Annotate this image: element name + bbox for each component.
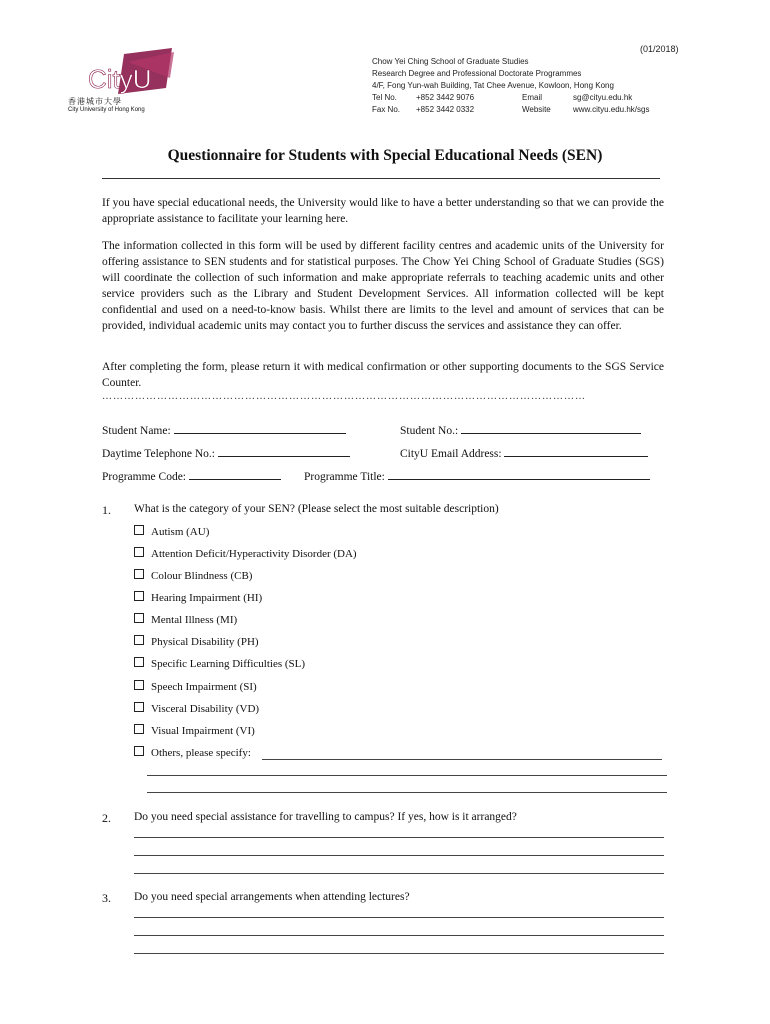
q1-option[interactable]: Attention Deficit/Hyperactivity Disorder (DA)	[134, 547, 357, 560]
q1-option[interactable]: Colour Blindness (CB)	[134, 569, 252, 582]
programme-title-input[interactable]	[388, 467, 650, 480]
form-version: (01/2018)	[640, 44, 679, 54]
page-title: Questionnaire for Students with Special Educational Needs (SEN)	[167, 147, 603, 164]
q1-option[interactable]: Visual Impairment (VI)	[134, 724, 255, 737]
student-no-label: Student No.:	[400, 425, 459, 437]
student-no-field	[400, 421, 641, 437]
checkbox[interactable]	[134, 591, 144, 601]
tel-label: Tel No.	[372, 93, 397, 102]
q1-option[interactable]: Autism (AU)	[134, 525, 209, 538]
checkbox[interactable]	[134, 702, 144, 712]
q1-number: 1.	[102, 503, 111, 517]
q2-number: 2.	[102, 811, 111, 825]
programme-code-label: Programme Code:	[102, 471, 186, 483]
checkbox[interactable]	[134, 613, 144, 623]
student-name-field	[102, 421, 346, 437]
student-no-input[interactable]	[461, 421, 641, 434]
daytime-tel-field	[102, 444, 350, 460]
q1-text: What is the category of your SEN? (Please select the most suitable description)	[134, 503, 499, 515]
checkbox[interactable]	[134, 569, 144, 579]
q1-option-others[interactable]: Others, please specify:	[134, 746, 251, 759]
website-label: Website	[522, 105, 551, 114]
checkbox[interactable]	[134, 724, 144, 734]
return-instructions-paragraph: After completing the form, please return it with medical confirmation or other supporting documents to the SGS Service Counter.	[102, 361, 664, 389]
email-field-label: CityU Email Address:	[400, 448, 502, 460]
q1-option[interactable]: Hearing Impairment (HI)	[134, 591, 262, 604]
programme-code-input[interactable]	[189, 467, 281, 480]
q2-text: Do you need special assistance for travelling to campus? If yes, how is it arranged?	[134, 811, 517, 823]
checkbox[interactable]	[134, 746, 144, 756]
programme-code-field	[102, 467, 281, 483]
q2-answer-line[interactable]	[134, 855, 664, 856]
fax-label: Fax No.	[372, 105, 401, 114]
student-name-input[interactable]	[174, 421, 346, 434]
q3-answer-line[interactable]	[134, 935, 664, 936]
logo-chinese-name: 香港城市大學	[68, 97, 122, 106]
website-value: www.cityu.edu.hk/sgs	[573, 105, 650, 114]
tel-value: +852 3442 9076	[416, 93, 475, 102]
intro-paragraph: If you have special educational needs, the University would like to have a better understanding so that we can provide the appropriate assistance to facilitate your learning here.	[102, 197, 664, 225]
checkbox[interactable]	[134, 547, 144, 557]
checkbox[interactable]	[134, 525, 144, 535]
daytime-tel-input[interactable]	[218, 444, 350, 457]
q1-option[interactable]: Speech Impairment (SI)	[134, 680, 257, 693]
q2-answer-line[interactable]	[134, 873, 664, 874]
checkbox[interactable]	[134, 635, 144, 645]
q1-option[interactable]: Visceral Disability (VD)	[134, 702, 259, 715]
q3-number: 3.	[102, 891, 111, 905]
programme-title-label: Programme Title:	[304, 471, 385, 483]
checkbox[interactable]	[134, 657, 144, 667]
q1-option[interactable]: Mental Illness (MI)	[134, 613, 237, 626]
logo-english-name: City University of Hong Kong	[68, 107, 145, 113]
information-paragraph: The information collected in this form will be used by different facility centres and academic units of the University for offering assistance to SEN students and for statistical purposes. The Chow Yei Ching School of Graduate Studies (SGS) will coordinate the collection of such information and make appropriate referrals to teaching academic units and other service providers such as the Library and Student Development Services. All information collected will be kept confidential and used on a need-to-know basis. Whilst there are limits to the level and amount of services that can be provided, individual academic units may contact you to further discuss the services and assistance they can offer.	[102, 240, 664, 332]
q1-option[interactable]: Physical Disability (PH)	[134, 635, 259, 648]
logo-wordmark: CityU	[88, 64, 152, 94]
email-field	[400, 444, 648, 460]
checkbox[interactable]	[134, 680, 144, 690]
email-label: Email	[522, 93, 543, 102]
student-name-label: Student Name:	[102, 425, 171, 437]
address-line: 4/F, Fong Yun-wah Building, Tat Chee Avenue, Kowloon, Hong Kong	[372, 81, 614, 90]
fax-value: +852 3442 0332	[416, 105, 475, 114]
q1-answer-line[interactable]	[147, 775, 667, 776]
q3-answer-line[interactable]	[134, 917, 664, 918]
daytime-tel-label: Daytime Telephone No.:	[102, 448, 215, 460]
school-name: Chow Yei Ching School of Graduate Studies	[372, 57, 529, 66]
title-rule	[102, 178, 660, 179]
q3-text: Do you need special arrangements when attending lectures?	[134, 891, 410, 903]
q1-option[interactable]: Specific Learning Difficulties (SL)	[134, 657, 305, 670]
q1-others-input[interactable]	[262, 759, 662, 760]
q1-answer-line[interactable]	[147, 792, 667, 793]
q2-answer-line[interactable]	[134, 837, 664, 838]
programme-title-field	[304, 467, 650, 483]
email-input[interactable]	[504, 444, 648, 457]
email-value: sg@cityu.edu.hk	[573, 93, 633, 102]
q3-answer-line[interactable]	[134, 953, 664, 954]
dotted-separator: ……………………………………………………………………………………………………………………	[102, 391, 586, 402]
programmes-line: Research Degree and Professional Doctorate Programmes	[372, 69, 582, 78]
